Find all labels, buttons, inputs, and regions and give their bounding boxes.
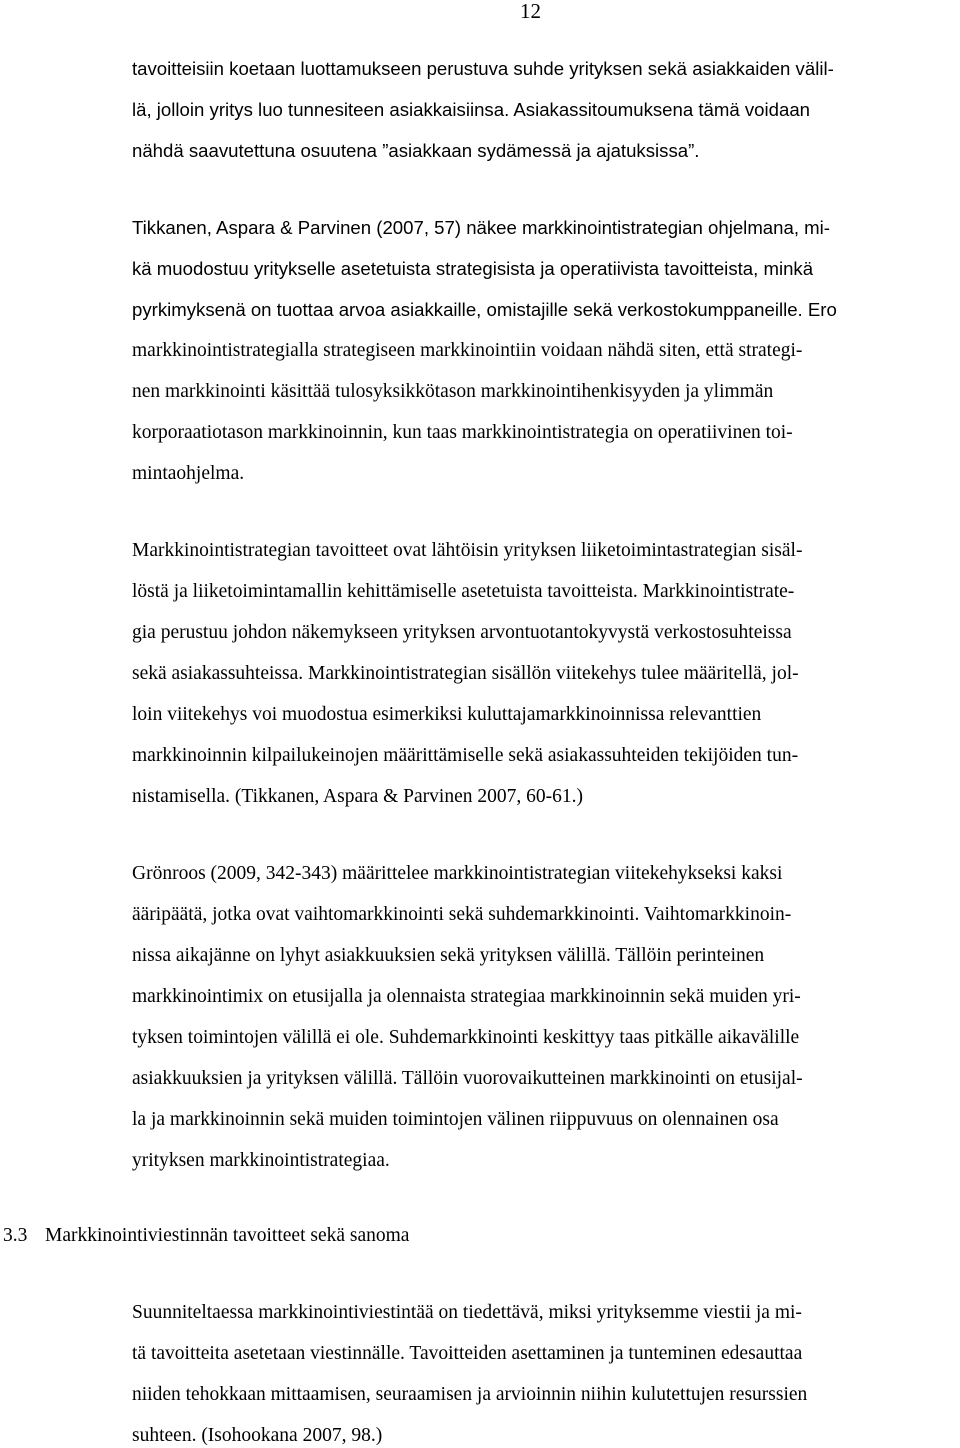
text-line: nen markkinointi käsittää tulosyksikkötason markkinointihenkisyyden ja ylimmän xyxy=(132,381,774,402)
text-line: nistamisella. (Tikkanen, Aspara & Parvinen 2007, 60-61.) xyxy=(132,786,583,807)
text-line: löstä ja liiketoimintamallin kehittämiselle asetetuista tavoitteista. Markkinointistrate- xyxy=(132,581,795,602)
text-line: yrityksen markkinointistrategiaa. xyxy=(132,1150,390,1171)
section-heading xyxy=(3,1224,409,1248)
text-line: niiden tehokkaan mittaamisen, seuraamisen ja arvioinnin niihin kulutettujen resurssien xyxy=(132,1384,808,1405)
page-number: 12 xyxy=(520,0,541,23)
text-line: la ja markkinoinnin sekä muiden toimintojen välinen riippuvuus on olennainen osa xyxy=(132,1109,779,1130)
text-line: kä muodostuu yritykselle asetetuista strategisista ja operatiivista tavoitteista, minkä xyxy=(132,258,814,279)
text-line: tavoitteisiin koetaan luottamukseen perustuva suhde yrityksen sekä asiakkaiden välil- xyxy=(132,58,834,79)
text-line: mintaohjelma. xyxy=(132,463,245,484)
text-line: lä, jolloin yritys luo tunnesiteen asiakkaisiinsa. Asiakassitoumuksena tämä voidaan xyxy=(132,99,810,120)
text-line: Grönroos (2009, 342-343) määrittelee markkinointistrategian viitekehykseksi kaksi xyxy=(132,863,783,884)
text-line: korporaatiotason markkinoinnin, kun taas markkinointistrategia on operatiivinen toi- xyxy=(132,422,793,443)
text-line: ääripäätä, jotka ovat vaihtomarkkinointi sekä suhdemarkkinointi. Vaihtomarkkinoin- xyxy=(132,904,792,925)
text-line: tä tavoitteita asetetaan viestinnälle. Tavoitteiden asettaminen ja tunteminen edesauttaa xyxy=(132,1343,803,1364)
text-line: loin viitekehys voi muodostua esimerkiksi kuluttajamarkkinoinnissa relevanttien xyxy=(132,704,762,725)
text-line: pyrkimyksenä on tuottaa arvoa asiakkaille, omistajille sekä verkostokumppaneille. Ero xyxy=(132,299,837,320)
text-line: gia perustuu johdon näkemykseen yrityksen arvontuotantokyvystä verkostosuhteissa xyxy=(132,622,792,643)
text-line: Markkinointistrategian tavoitteet ovat lähtöisin yrityksen liiketoimintastrategian sisäl- xyxy=(132,540,803,561)
text-line: tyksen toimintojen välillä ei ole. Suhdemarkkinointi keskittyy taas pitkälle aikavälille xyxy=(132,1027,800,1048)
section-number: 3.3 xyxy=(3,1225,28,1246)
text-line: Suunniteltaessa markkinointiviestintää on tiedettävä, miksi yrityksemme viestii ja mi- xyxy=(132,1302,802,1323)
section-title: Markkinointiviestinnän tavoitteet sekä sanoma xyxy=(45,1225,410,1246)
text-line: asiakkuuksien ja yrityksen välillä. Tällöin vuorovaikutteinen markkinointi on etusijal- xyxy=(132,1068,803,1089)
text-line: nissa aikajänne on lyhyt asiakkuuksien sekä yrityksen välillä. Tällöin perinteinen xyxy=(132,945,765,966)
text-line: sekä asiakassuhteissa. Markkinointistrategian sisällön viitekehys tulee määritellä, jol- xyxy=(132,663,799,684)
text-line: markkinointimix on etusijalla ja olennaista strategiaa markkinoinnin sekä muiden yri- xyxy=(132,986,801,1007)
text-line: suhteen. (Isohookana 2007, 98.) xyxy=(132,1425,383,1446)
text-line: Tikkanen, Aspara & Parvinen (2007, 57) näkee markkinointistrategian ohjelmana, mi- xyxy=(132,217,830,238)
text-line: markkinoinnin kilpailukeinojen määrittämiselle sekä asiakassuhteiden tekijöiden tun- xyxy=(132,745,799,766)
text-line: nähdä saavutettuna osuutena ”asiakkaan sydämessä ja ajatuksissa”. xyxy=(132,140,700,161)
text-line: markkinointistrategialla strategiseen markkinointiin voidaan nähdä siten, että strategi- xyxy=(132,340,803,361)
